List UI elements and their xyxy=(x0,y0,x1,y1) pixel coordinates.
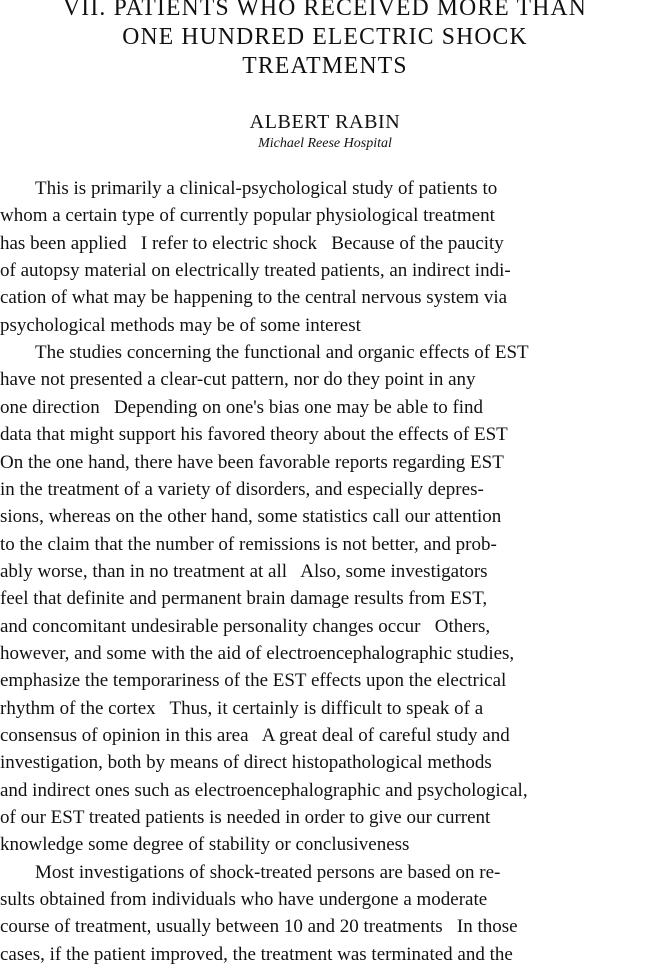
text-line: whom a certain type of currently popular physiological treatment xyxy=(0,205,495,227)
text-line: emphasize the temporariness of the EST effects upon the electrical xyxy=(0,670,507,692)
text-line: rhythm of the cortex Thus, it certainly is difficult to speak of a xyxy=(0,697,484,719)
text-line: consensus of opinion in this area A great deal of careful study and xyxy=(0,725,510,746)
text-line: sions, whereas on the other hand, some statistics call our attention xyxy=(0,506,502,528)
text-line: The studies concerning the functional and organic effects of EST xyxy=(35,342,529,364)
text-line: On the one hand, there have been favorable reports regarding EST xyxy=(0,451,504,473)
chapter-title-line: TREATMENTS xyxy=(242,53,408,79)
text-line: has been applied I refer to electric shock Because of the paucity xyxy=(0,232,504,254)
text-line: in the treatment of a variety of disorders, and especially depres- xyxy=(0,478,484,500)
text-line: data that might support his favored theory about the effects of EST xyxy=(0,424,508,446)
chapter-title xyxy=(0,0,650,81)
text-line: Most investigations of shock-treated persons are based on re- xyxy=(35,861,501,883)
chapter-title-line: ONE HUNDRED ELECTRIC SHOCK xyxy=(122,24,528,50)
chapter-title-line: VII. PATIENTS WHO RECEIVED MORE THAN xyxy=(63,0,587,21)
author-name: ALBERT RABIN xyxy=(249,111,401,133)
author-affiliation: Michael Reese Hospital xyxy=(258,136,392,151)
text-line: feel that definite and permanent brain damage results from EST, xyxy=(0,588,488,610)
text-line: investigation, both by means of direct histopathological methods xyxy=(0,752,492,774)
text-line: have not presented a clear-cut pattern, nor do they point in any xyxy=(0,369,476,391)
text-line: psychological methods may be of some interest xyxy=(0,314,361,336)
text-line: to the claim that the number of remissions is not better, and prob- xyxy=(0,533,497,555)
text-line: one direction Depending on one's bias one may be able to find xyxy=(0,396,484,418)
text-line: cation of what may be happening to the central nervous system via xyxy=(0,287,508,309)
text-line: of autopsy material on electrically treated patients, an indirect indi- xyxy=(0,260,511,282)
text-line: ably worse, than in no treatment at all Also, some investigators xyxy=(0,560,488,582)
text-line: of our EST treated patients is needed in order to give our current xyxy=(0,807,491,829)
text-line: sults obtained from individuals who have undergone a moderate xyxy=(0,889,488,911)
text-line: course of treatment, usually between 10 and 20 treatments In those xyxy=(0,916,518,938)
text-line: and indirect ones such as electroencephalographic and psychological, xyxy=(0,779,528,801)
text-line: knowledge some degree of stability or conclusiveness xyxy=(0,834,410,856)
text-line: This is primarily a clinical-psychological study of patients to xyxy=(35,178,498,199)
text-line: cases, if the patient improved, the treatment was terminated and the xyxy=(0,943,513,965)
text-line: however, and some with the aid of electroencephalographic studies, xyxy=(0,642,515,664)
text-line: and concomitant undesirable personality changes occur Others, xyxy=(0,615,491,637)
